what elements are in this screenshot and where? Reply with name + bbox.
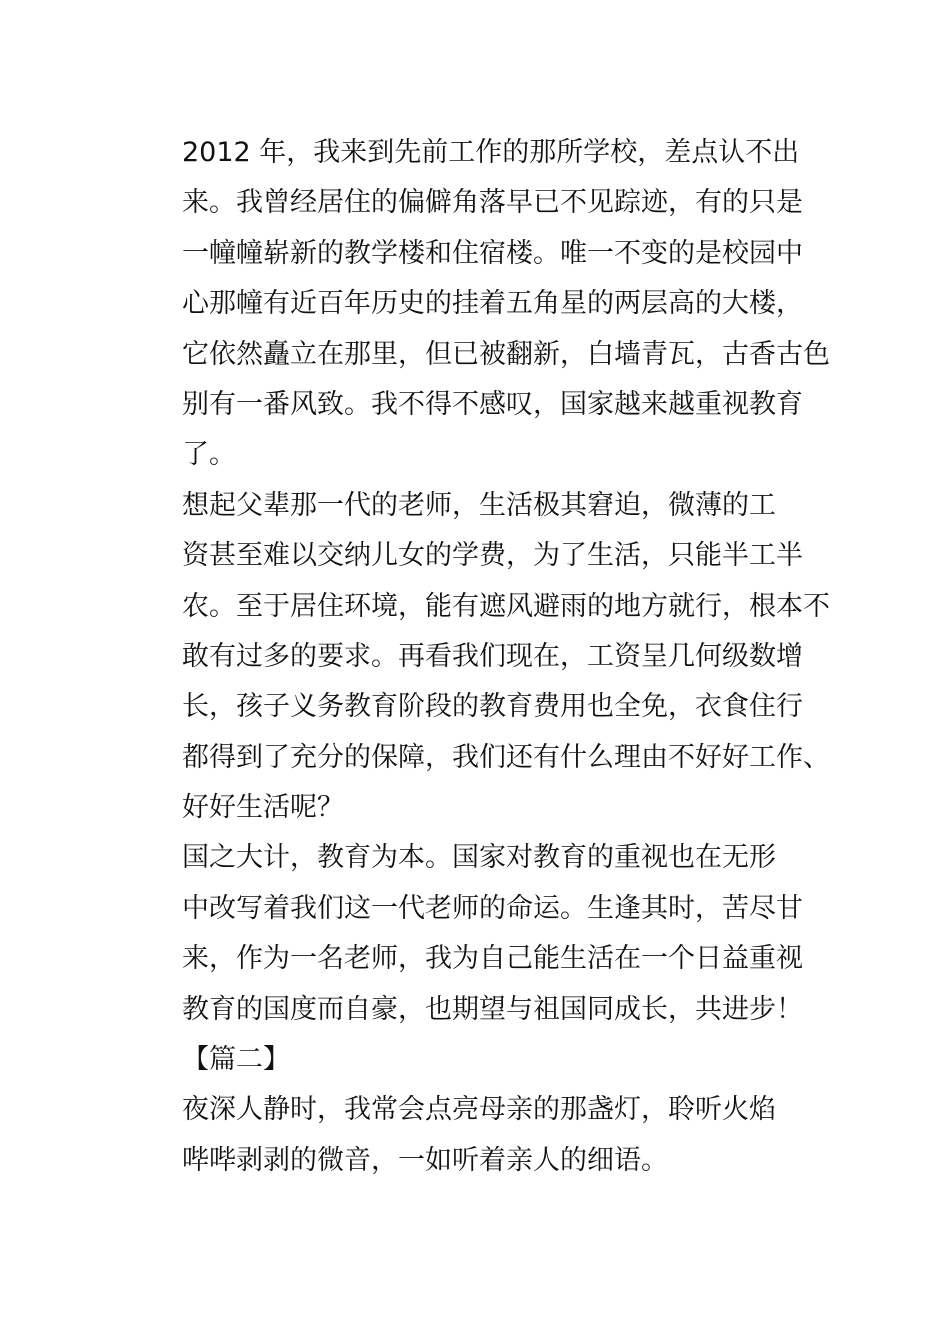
paragraph-line: 想起父辈那一代的老师，生活极其窘迫，微薄的工 — [182, 489, 776, 521]
section-heading: 【篇二】 — [182, 1044, 290, 1076]
paragraph-1 — [146, 128, 830, 481]
paragraph-line: 好好生活呢？ — [182, 792, 344, 824]
paragraph-line: 敢有过多的要求。再看我们现在，工资呈几何级数增 — [182, 640, 803, 672]
paragraph-2 — [146, 481, 830, 834]
document-body — [146, 128, 830, 1186]
paragraph-line: 农。至于居住环境，能有遮风避雨的地方就行，根本不 — [182, 590, 830, 622]
paragraph-line: 来，作为一名老师，我为自己能生活在一个日益重视 — [182, 943, 803, 975]
paragraph-line: 长，孩子义务教育阶段的教育费用也全免，衣食住行 — [182, 691, 803, 723]
paragraph-line: 哔哔剥剥的微音，一如听着亲人的细语。 — [182, 1144, 668, 1176]
paragraph-line: 国之大计，教育为本。国家对教育的重视也在无形 — [182, 842, 776, 874]
paragraph-line: 它依然矗立在那里，但已被翻新，白墙青瓦，古香古色 — [182, 338, 830, 370]
paragraph-line: 了。 — [182, 439, 236, 471]
paragraph-line: 教育的国度而自豪，也期望与祖国同成长，共进步！ — [182, 993, 803, 1025]
paragraph-line: 中改写着我们这一代老师的命运。生逢其时，苦尽甘 — [182, 892, 803, 924]
paragraph-4 — [146, 1085, 818, 1186]
paragraph-line: 夜深人静时，我常会点亮母亲的那盏灯，聆听火焰 — [182, 1094, 776, 1126]
paragraph-line: 资甚至难以交纳儿女的学费，为了生活，只能半工半 — [182, 540, 803, 572]
paragraph-line: 2012 年，我来到先前工作的那所学校，差点认不出 — [182, 137, 800, 168]
paragraph-3 — [146, 833, 818, 1035]
paragraph-line: 别有一番风致。我不得不感叹，国家越来越重视教育 — [182, 388, 803, 420]
paragraph-line: 一幢幢崭新的教学楼和住宿楼。唯一不变的是校园中 — [182, 237, 803, 269]
paragraph-line: 来。我曾经居住的偏僻角落早已不见踪迹，有的只是 — [182, 187, 803, 219]
paragraph-line: 都得到了充分的保障，我们还有什么理由不好好工作、 — [182, 741, 830, 773]
paragraph-line: 心那幢有近百年历史的挂着五角星的两层高的大楼， — [182, 288, 803, 320]
